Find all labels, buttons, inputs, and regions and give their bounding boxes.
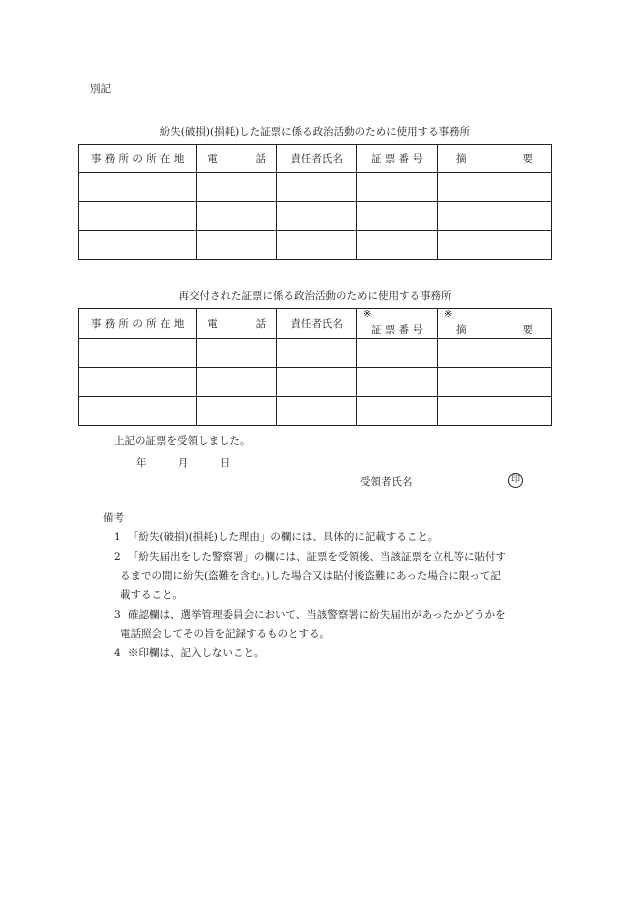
note-item: 3 確認欄は、選挙管理委員会において、当該警察署に紛失届出があったかどうかを 電話照会してその旨を記録するものとする。 xyxy=(114,609,506,640)
appendix-label: 別記 xyxy=(90,83,111,95)
cell-phone[interactable] xyxy=(197,231,277,260)
date-month: 月 xyxy=(177,457,189,469)
cell-responsible-name[interactable] xyxy=(277,397,357,426)
cell-certificate-number[interactable] xyxy=(357,339,438,368)
table2-row xyxy=(79,368,552,397)
cell-phone[interactable] xyxy=(197,339,277,368)
cell-certificate-number[interactable] xyxy=(357,397,438,426)
header-responsible-name: 責任者氏名 xyxy=(277,309,357,339)
receipt-statement: 上記の証票を受領しました。 xyxy=(114,435,251,447)
cell-phone[interactable] xyxy=(197,397,277,426)
cell-responsible-name[interactable] xyxy=(277,202,357,231)
seal-mark: 印 xyxy=(508,473,523,488)
table1-row xyxy=(79,202,552,231)
header-certificate-number: ※ 証 票 番 号 xyxy=(357,309,438,339)
notes-heading: 備考 xyxy=(103,512,124,524)
table1-header-row xyxy=(79,145,552,173)
note-item: 4 ※印欄は、記入しないこと。 xyxy=(114,647,265,659)
cell-remarks[interactable] xyxy=(437,173,551,202)
table2-row xyxy=(79,339,552,368)
header-phone: 電 話 xyxy=(197,145,277,173)
cell-remarks[interactable] xyxy=(437,202,551,231)
header-phone: 電 話 xyxy=(197,309,277,339)
cell-remarks[interactable] xyxy=(437,368,551,397)
cell-responsible-name[interactable] xyxy=(277,368,357,397)
header-office-address: 事 務 所 の 所 在 地 xyxy=(79,145,197,173)
header-remarks: 摘 要 xyxy=(437,145,551,173)
cell-responsible-name[interactable] xyxy=(277,339,357,368)
cell-certificate-number[interactable] xyxy=(357,368,438,397)
table1 xyxy=(78,144,552,260)
cell-responsible-name[interactable] xyxy=(277,173,357,202)
cell-office-address[interactable] xyxy=(79,397,197,426)
header-certificate-number: 証 票 番 号 xyxy=(357,145,438,173)
cell-remarks[interactable] xyxy=(437,231,551,260)
cell-phone[interactable] xyxy=(197,173,277,202)
cell-remarks[interactable] xyxy=(437,397,551,426)
cell-office-address[interactable] xyxy=(79,368,197,397)
receiver-name-label: 受領者氏名 xyxy=(360,476,413,488)
note-item: 2 「紛失届出をした警察署」の欄には、証票を受領後、当該証票を立札等に貼付す るまでの間に紛失(盗難を含む。)した場合又は貼付後盗難にあった場合に限って記 載すること。 xyxy=(114,551,506,601)
table2 xyxy=(78,308,552,426)
cell-office-address[interactable] xyxy=(79,202,197,231)
mark-symbol: ※ xyxy=(363,309,372,320)
cell-remarks[interactable] xyxy=(437,339,551,368)
table2-title: 再交付された証票に係る政治活動のために使用する事務所 xyxy=(178,290,452,302)
date-line xyxy=(136,455,230,470)
cell-phone[interactable] xyxy=(197,202,277,231)
notes-list xyxy=(100,528,560,664)
header-responsible-name: 責任者氏名 xyxy=(277,145,357,173)
cell-responsible-name[interactable] xyxy=(277,231,357,260)
table1-row xyxy=(79,173,552,202)
cell-certificate-number[interactable] xyxy=(357,202,438,231)
cell-certificate-number[interactable] xyxy=(357,231,438,260)
cell-office-address[interactable] xyxy=(79,339,197,368)
mark-symbol: ※ xyxy=(443,309,453,320)
date-day: 日 xyxy=(219,457,231,469)
date-year: 年 xyxy=(136,457,147,469)
table2-row xyxy=(79,397,552,426)
table1-row xyxy=(79,231,552,260)
cell-office-address[interactable] xyxy=(79,231,197,260)
note-item: 1 「紛失(破損)(損耗)した理由」の欄には、具体的に記載すること。 xyxy=(114,531,439,543)
table2-header-row xyxy=(79,309,552,339)
table1-title: 紛失(破損)(損耗)した証票に係る政治活動のために使用する事務所 xyxy=(159,126,471,138)
header-office-address: 事 務 所 の 所 在 地 xyxy=(79,309,197,339)
cell-certificate-number[interactable] xyxy=(357,173,438,202)
header-remarks: ※ 摘 要 xyxy=(437,309,551,339)
cell-office-address[interactable] xyxy=(79,173,197,202)
cell-phone[interactable] xyxy=(197,368,277,397)
